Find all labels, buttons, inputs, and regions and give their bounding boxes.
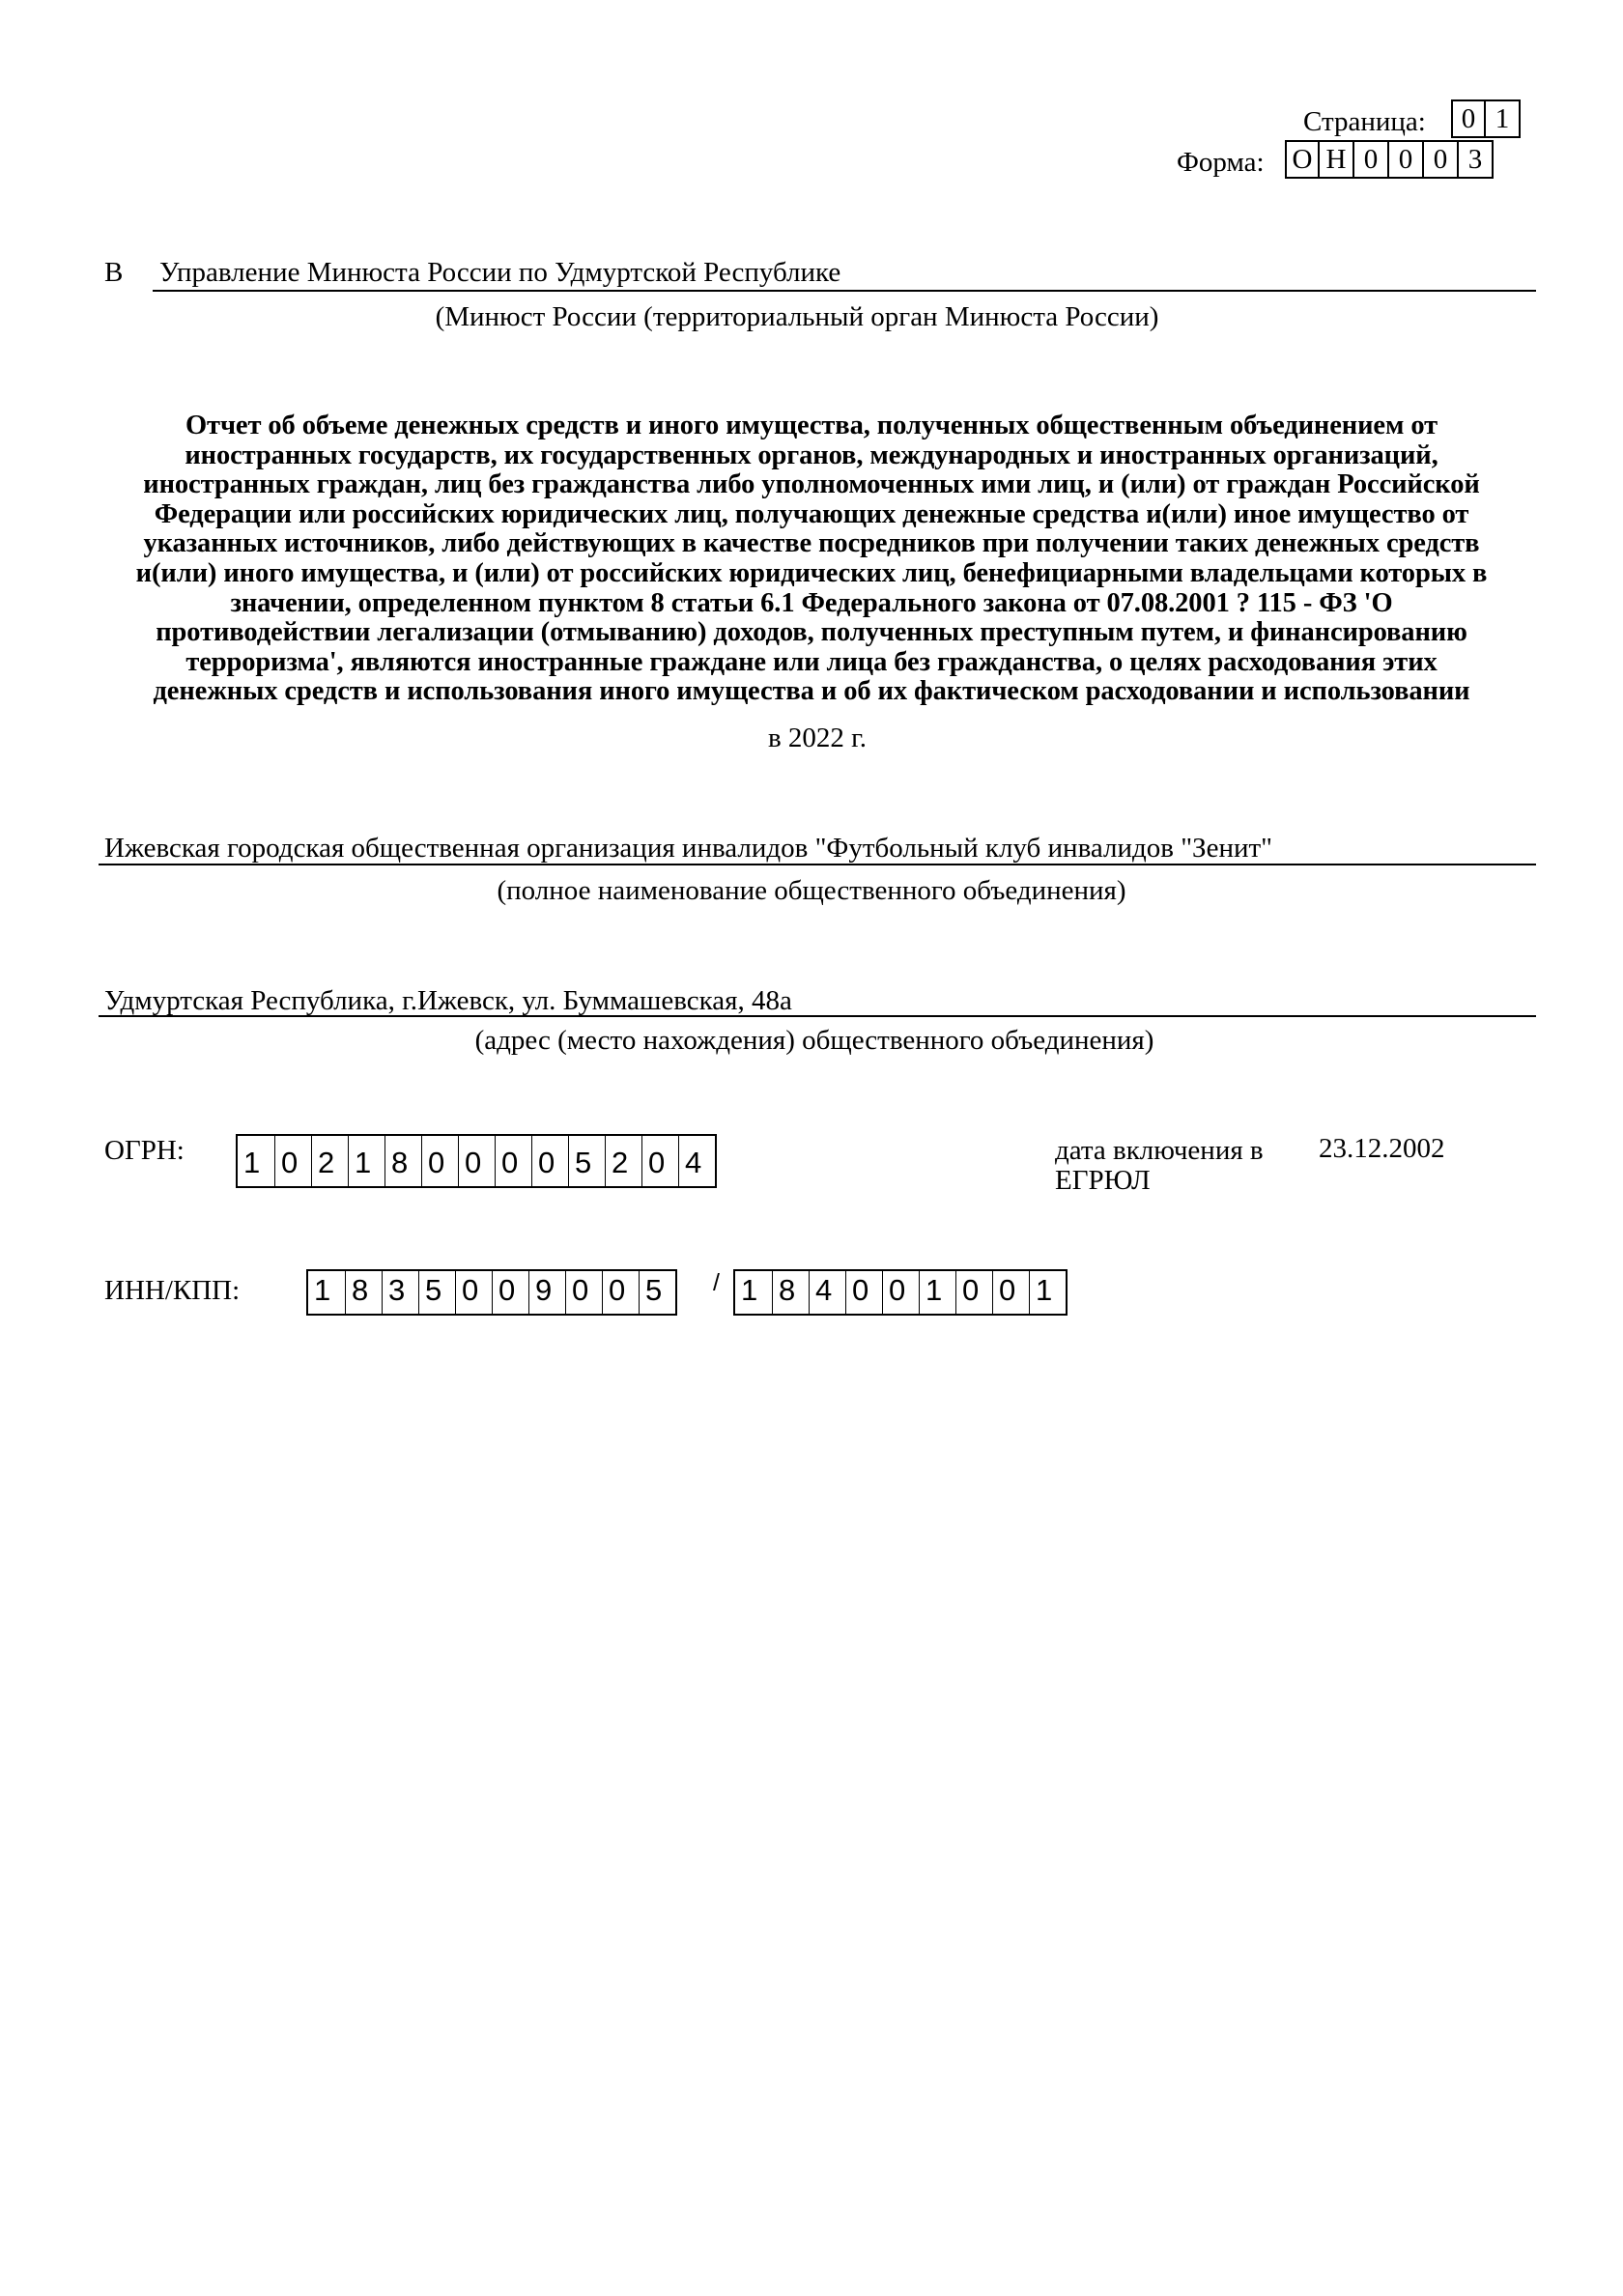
inn-cell: 3: [382, 1271, 418, 1314]
inn-kpp-label: ИНН/КПП:: [104, 1275, 241, 1306]
inn-cell: 1: [314, 1273, 331, 1307]
recipient-caption: (Минюст России (территориальный орган Минюста России): [435, 301, 1159, 332]
kpp-cells: [733, 1269, 1068, 1316]
inn-cell: 0: [602, 1271, 639, 1314]
title-line: противодействии легализации (отмыванию) доходов, полученных преступным путем, и финансированию: [156, 617, 1467, 648]
form-code-label: Форма:: [1177, 147, 1265, 178]
recipient-name: Управление Минюста России по Удмуртской Республике: [159, 257, 841, 288]
inn-cell: 9: [528, 1271, 565, 1314]
ogrn-cell: 0: [458, 1136, 495, 1186]
ogrn-cell: 0: [274, 1136, 311, 1186]
inn-cell: 0: [565, 1271, 602, 1314]
inn-cell: 5: [418, 1271, 455, 1314]
ogrn-cell: 2: [311, 1136, 348, 1186]
title-line: Отчет об объеме денежных средств и иного имущества, полученных общественным объединением от: [185, 411, 1438, 440]
kpp-cell: 0: [955, 1271, 992, 1314]
organization-underline: [99, 864, 1536, 865]
ogrn-cell: 0: [421, 1136, 458, 1186]
egrul-date-label-line2: ЕГРЮЛ: [1055, 1165, 1151, 1196]
form-code-cell: 0: [1354, 140, 1389, 179]
form-code-cell: Н: [1320, 140, 1354, 179]
kpp-cell: 1: [919, 1271, 955, 1314]
egrul-date-value: 23.12.2002: [1319, 1133, 1445, 1164]
title-line: Федерации или российских юридических лиц, получающих денежные средства и(или) иное имущество от: [154, 498, 1469, 529]
address-caption: (адрес (место нахождения) общественного объединения): [474, 1025, 1154, 1056]
form-code-cell: О: [1285, 140, 1320, 179]
title-line: и(или) иного имущества, и (или) от российских юридических лиц, бенефициарными владельцами которых в: [135, 557, 1488, 588]
inn-cell: 5: [639, 1271, 675, 1314]
kpp-cell: 1: [1029, 1271, 1066, 1314]
ogrn-label: ОГРН:: [104, 1135, 185, 1166]
ogrn-cell: 4: [678, 1136, 715, 1186]
inn-cells: [306, 1269, 677, 1316]
title-line: иностранных государств, их государственных органов, международных и иностранных организаций,: [185, 439, 1438, 470]
ogrn-cell: 0: [531, 1136, 568, 1186]
page-number-label: Страница:: [1303, 106, 1426, 137]
title-line: терроризма', являются иностранные граждане или лица без гражданства, о целях расходования этих: [185, 646, 1438, 677]
organization-caption: (полное наименование общественного объединения): [497, 875, 1126, 906]
kpp-cell: 0: [992, 1271, 1029, 1314]
ogrn-cells: [236, 1134, 717, 1188]
inn-cell: 0: [455, 1271, 492, 1314]
inn-cell: 8: [345, 1271, 382, 1314]
address-value: Удмуртская Республика, г.Ижевск, ул. Буммашевская, 48а: [104, 985, 792, 1016]
form-code-cell: 0: [1389, 140, 1424, 179]
page-number-cell: 1: [1486, 99, 1521, 138]
ogrn-cell: 1: [243, 1146, 261, 1179]
address-underline: [99, 1015, 1536, 1017]
ogrn-cell: 8: [384, 1136, 421, 1186]
title-line: значении, определенном пунктом 8 статьи 6.1 Федерального закона от 07.08.2001 ? 115 - ФЗ 'О: [230, 587, 1393, 618]
title-line: денежных средств и использования иного имущества и об их фактическом расходовании и использовании: [153, 676, 1470, 707]
organization-name: Ижевская городская общественная организация инвалидов "Футбольный клуб инвалидов "Зенит": [104, 833, 1272, 864]
ogrn-cell: 1: [348, 1136, 384, 1186]
egrul-date-label-line1: дата включения в: [1055, 1135, 1264, 1166]
page-number-cells: [1451, 99, 1521, 138]
title-line: указанных источников, либо действующих в качестве посредников при получении таких денежных средств: [143, 528, 1480, 559]
form-code-cell: 0: [1424, 140, 1459, 179]
recipient-prefix: В: [104, 257, 124, 288]
form-code-cell: 3: [1459, 140, 1494, 179]
kpp-cell: 0: [882, 1271, 919, 1314]
kpp-cell: 0: [845, 1271, 882, 1314]
kpp-cell: 8: [772, 1271, 809, 1314]
form-code-cells: [1285, 140, 1494, 179]
report-year: в 2022 г.: [767, 723, 868, 753]
kpp-cell: 1: [741, 1273, 758, 1307]
ogrn-cell: 0: [641, 1136, 678, 1186]
page-number-cell: 0: [1451, 99, 1486, 138]
report-title: [106, 411, 1517, 707]
inn-cell: 0: [492, 1271, 528, 1314]
recipient-underline: [153, 290, 1536, 292]
ogrn-cell: 5: [568, 1136, 605, 1186]
inn-kpp-separator: /: [713, 1269, 720, 1296]
ogrn-cell: 2: [605, 1136, 641, 1186]
ogrn-cell: 0: [495, 1136, 531, 1186]
kpp-cell: 4: [809, 1271, 845, 1314]
title-line: иностранных граждан, лиц без гражданства либо уполномоченных ими лиц, и (или) от граждан Российской: [143, 469, 1480, 500]
